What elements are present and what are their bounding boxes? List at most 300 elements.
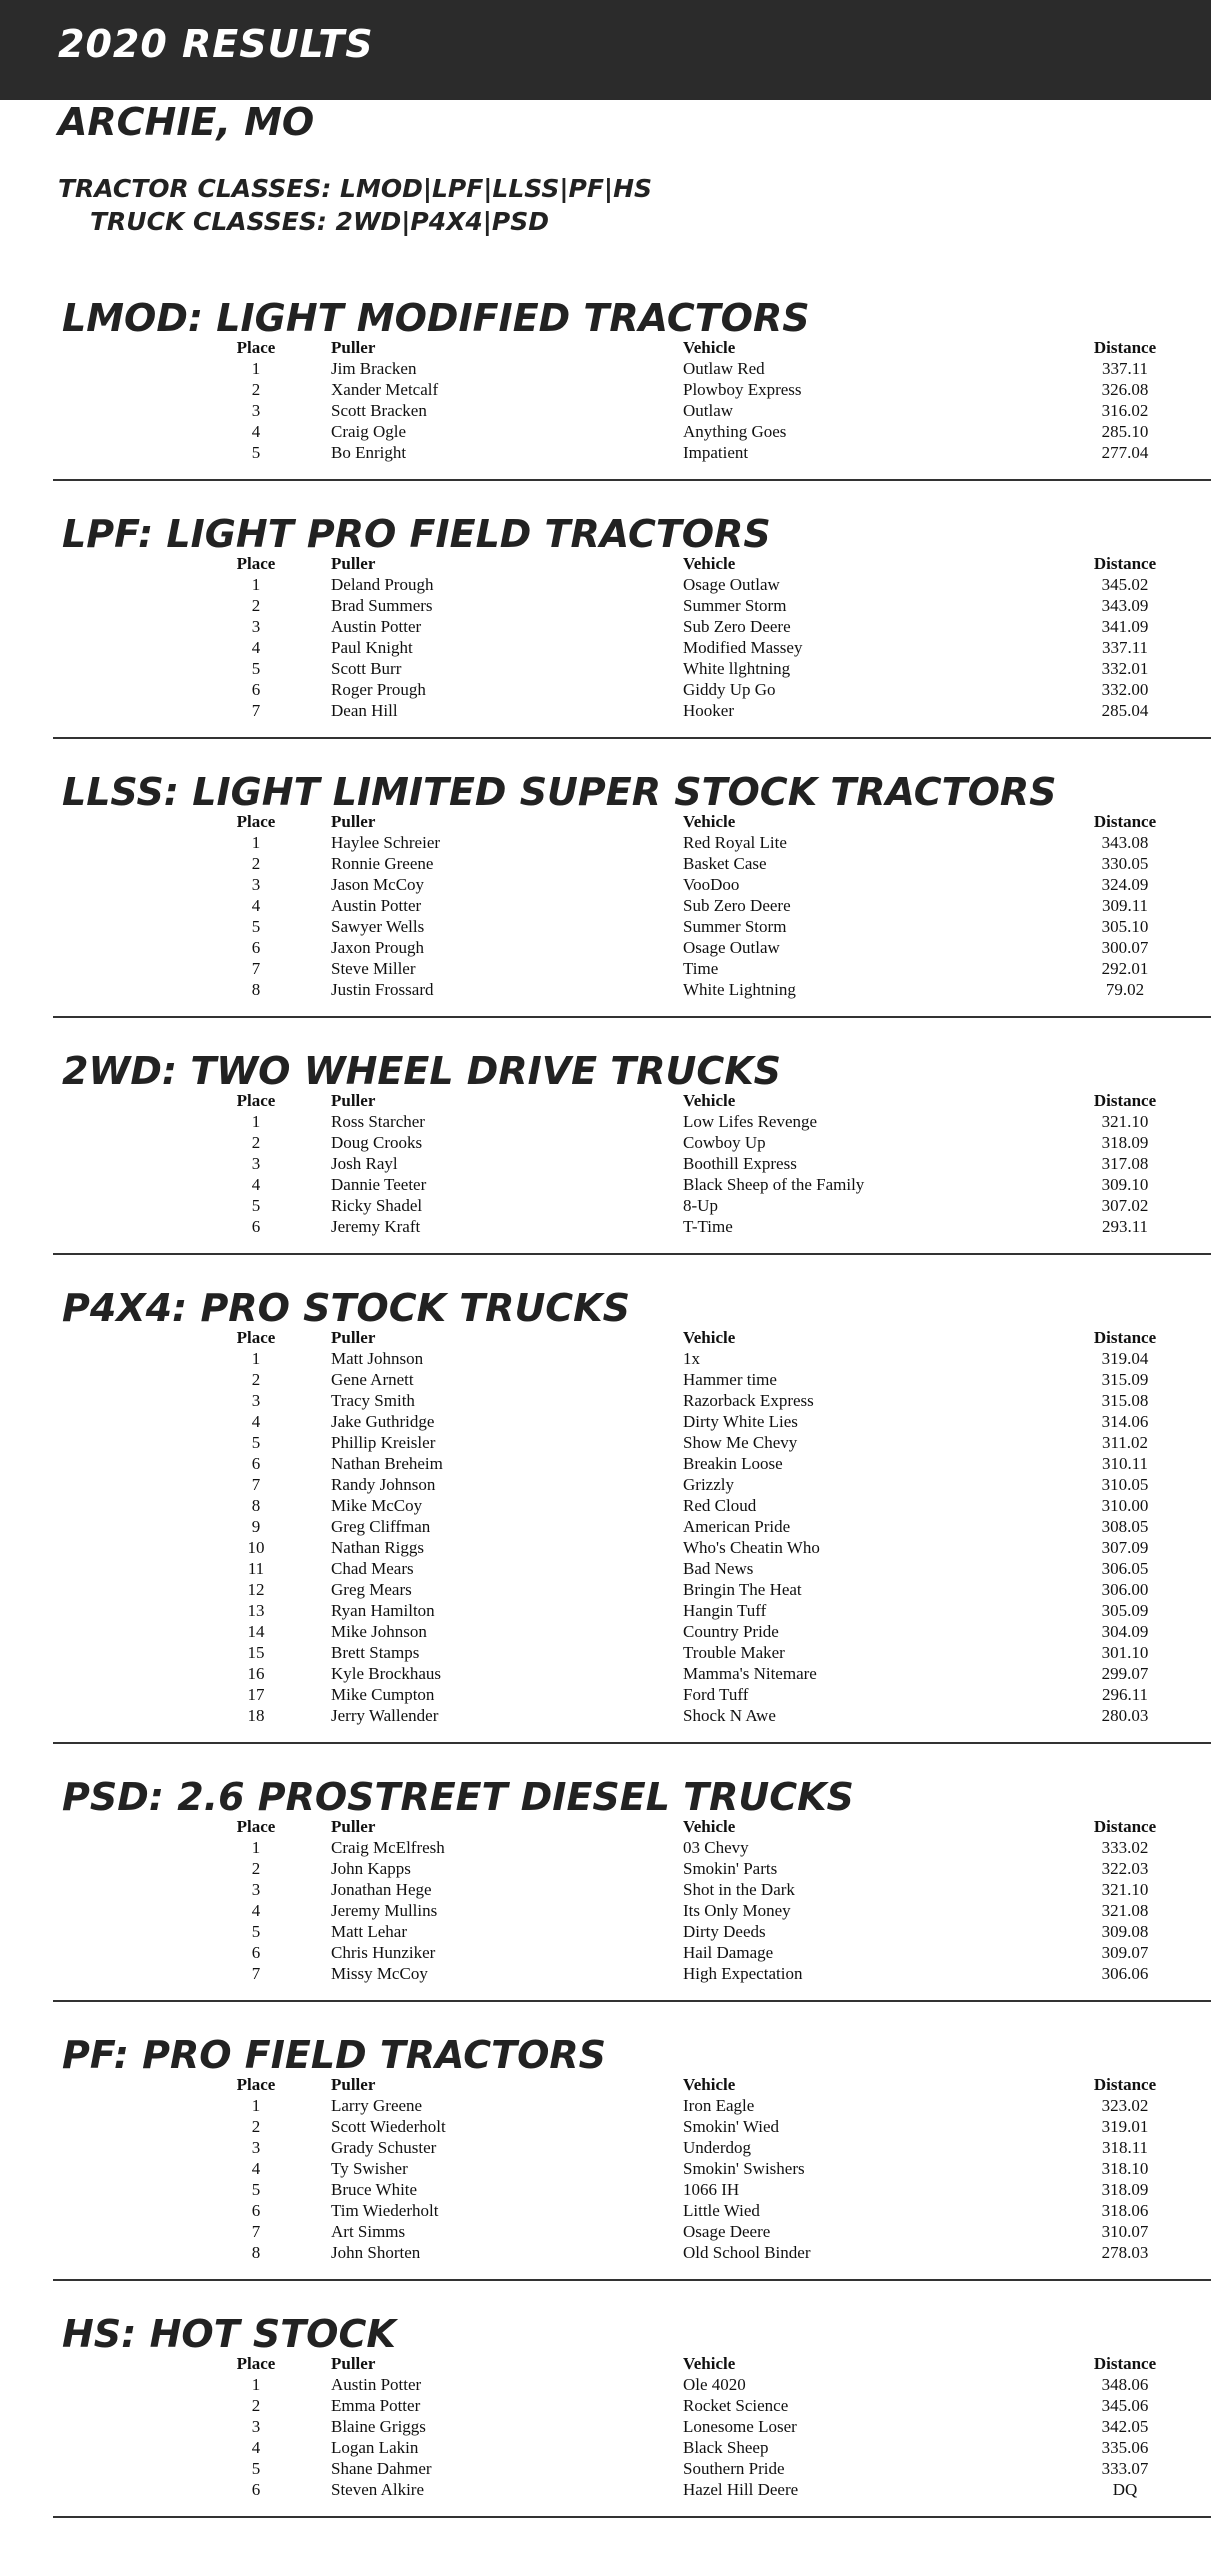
cell-puller: Dean Hill [331, 701, 398, 720]
cell-distance: 305.09 [1101, 1601, 1149, 1620]
section-title: 2WD: TWO WHEEL DRIVE TRUCKS [62, 1049, 782, 1093]
cell-puller: Craig McElfresh [331, 1838, 445, 1857]
cell-place: 1 [251, 575, 261, 594]
cell-distance: 301.10 [1101, 1643, 1149, 1662]
table-row [0, 1216, 1211, 1237]
cell-puller: Jeremy Kraft [331, 1217, 421, 1236]
cell-vehicle: Iron Eagle [683, 2096, 755, 2115]
cell-puller: Randy Johnson [331, 1475, 436, 1494]
tractor-classes-line: TRACTOR CLASSES: LMOD|LPF|LLSS|PF|HS [58, 174, 652, 203]
table-row [0, 1900, 1211, 1921]
cell-distance: 321.08 [1101, 1901, 1149, 1920]
cell-distance: 314.06 [1101, 1412, 1149, 1431]
column-header-place: Place [236, 1817, 276, 1836]
cell-place: 6 [251, 680, 261, 699]
cell-distance: 306.06 [1101, 1964, 1149, 1983]
column-header-vehicle: Vehicle [683, 2075, 736, 2094]
table-row [0, 1432, 1211, 1453]
cell-puller: Logan Lakin [331, 2438, 419, 2457]
cell-vehicle: Outlaw Red [683, 359, 765, 378]
cell-distance: 332.01 [1101, 659, 1149, 678]
cell-vehicle: VooDoo [683, 875, 740, 894]
cell-place: 8 [251, 980, 261, 999]
cell-puller: Missy McCoy [331, 1964, 428, 1983]
cell-distance: 310.07 [1101, 2222, 1149, 2241]
cell-place: 3 [251, 1391, 261, 1410]
cell-puller: Austin Potter [331, 2375, 422, 2394]
cell-place: 6 [251, 2201, 261, 2220]
cell-distance: 324.09 [1101, 875, 1149, 894]
cell-vehicle: Summer Storm [683, 596, 787, 615]
table-row [0, 1921, 1211, 1942]
cell-puller: Ryan Hamilton [331, 1601, 435, 1620]
table-row [0, 1579, 1211, 1600]
cell-puller: Shane Dahmer [331, 2459, 432, 2478]
cell-distance: 323.02 [1101, 2096, 1149, 2115]
column-header-puller: Puller [331, 554, 376, 573]
table-row [0, 595, 1211, 616]
table-header-row [0, 337, 1211, 358]
cell-place: 7 [251, 2222, 261, 2241]
cell-distance: 307.09 [1101, 1538, 1149, 1557]
column-header-vehicle: Vehicle [683, 1328, 736, 1347]
table-row [0, 2437, 1211, 2458]
results-table [0, 337, 1211, 463]
cell-puller: Greg Mears [331, 1580, 412, 1599]
cell-place: 2 [251, 380, 261, 399]
cell-vehicle: Smokin' Swishers [683, 2159, 805, 2178]
cell-distance: 299.07 [1101, 1664, 1149, 1683]
cell-puller: Grady Schuster [331, 2138, 437, 2157]
cell-puller: Mike McCoy [331, 1496, 423, 1515]
table-row [0, 574, 1211, 595]
cell-place: 2 [251, 2396, 261, 2415]
cell-place: 3 [251, 617, 261, 636]
table-row [0, 442, 1211, 463]
column-header-vehicle: Vehicle [683, 812, 736, 831]
table-row [0, 2179, 1211, 2200]
cell-vehicle: Country Pride [683, 1622, 779, 1641]
column-header-distance: Distance [1093, 2075, 1157, 2094]
table-header-row [0, 1090, 1211, 1111]
cell-vehicle: Black Sheep [683, 2438, 769, 2457]
column-header-distance: Distance [1093, 554, 1157, 573]
table-row [0, 1495, 1211, 1516]
cell-vehicle: Time [683, 959, 719, 978]
cell-place: 1 [251, 1112, 261, 1131]
cell-puller: John Kapps [331, 1859, 411, 1878]
results-table [0, 2353, 1211, 2500]
table-row [0, 1705, 1211, 1726]
table-header-row [0, 553, 1211, 574]
table-row [0, 400, 1211, 421]
cell-puller: Craig Ogle [331, 422, 407, 441]
cell-place: 18 [247, 1706, 265, 1725]
cell-puller: Jake Guthridge [331, 1412, 435, 1431]
cell-puller: Steve Miller [331, 959, 416, 978]
cell-distance: 278.03 [1101, 2243, 1149, 2262]
cell-place: 2 [251, 1133, 261, 1152]
table-header-row [0, 811, 1211, 832]
cell-distance: 319.04 [1101, 1349, 1149, 1368]
cell-distance: 277.04 [1101, 443, 1149, 462]
cell-puller: Jerry Wallender [331, 1706, 439, 1725]
column-header-puller: Puller [331, 1328, 376, 1347]
cell-vehicle: Southern Pride [683, 2459, 785, 2478]
cell-vehicle: Bad News [683, 1559, 754, 1578]
cell-vehicle: Low Lifes Revenge [683, 1112, 818, 1131]
cell-vehicle: Lonesome Loser [683, 2417, 797, 2436]
cell-puller: Ty Swisher [331, 2159, 408, 2178]
results-table [0, 811, 1211, 1000]
cell-distance: 292.01 [1101, 959, 1149, 978]
cell-place: 2 [251, 854, 261, 873]
cell-place: 4 [251, 638, 261, 657]
section-divider [53, 2516, 1211, 2518]
cell-vehicle: Hooker [683, 701, 734, 720]
cell-vehicle: Little Wied [683, 2201, 760, 2220]
results-table [0, 2074, 1211, 2263]
cell-puller: Jeremy Mullins [331, 1901, 438, 1920]
table-row [0, 853, 1211, 874]
column-header-place: Place [236, 812, 276, 831]
cell-place: 2 [251, 1859, 261, 1878]
cell-distance: 321.10 [1101, 1112, 1149, 1131]
section-divider [53, 1016, 1211, 1018]
table-header-row [0, 2353, 1211, 2374]
cell-puller: Kyle Brockhaus [331, 1664, 442, 1683]
cell-vehicle: Red Cloud [683, 1496, 757, 1515]
table-row [0, 1111, 1211, 1132]
table-row [0, 1174, 1211, 1195]
cell-vehicle: Boothill Express [683, 1154, 797, 1173]
cell-distance: 310.00 [1101, 1496, 1149, 1515]
cell-place: 3 [251, 1154, 261, 1173]
cell-puller: Matt Johnson [331, 1349, 424, 1368]
cell-vehicle: Grizzly [683, 1475, 734, 1494]
table-row [0, 1879, 1211, 1900]
cell-distance: 341.09 [1101, 617, 1149, 636]
table-row [0, 1663, 1211, 1684]
column-header-distance: Distance [1093, 1817, 1157, 1836]
cell-puller: Bo Enright [331, 443, 407, 462]
section-divider [53, 1253, 1211, 1255]
cell-vehicle: Rocket Science [683, 2396, 789, 2415]
cell-place: 11 [247, 1559, 265, 1578]
section-title: PF: PRO FIELD TRACTORS [62, 2033, 607, 2077]
cell-place: 4 [251, 2438, 261, 2457]
table-header-row [0, 1816, 1211, 1837]
column-header-vehicle: Vehicle [683, 2354, 736, 2373]
table-row [0, 1369, 1211, 1390]
cell-vehicle: Hangin Tuff [683, 1601, 767, 1620]
cell-vehicle: Modified Massey [683, 638, 803, 657]
cell-place: 7 [251, 1475, 261, 1494]
cell-place: 6 [251, 1943, 261, 1962]
table-row [0, 895, 1211, 916]
cell-distance: 318.06 [1101, 2201, 1149, 2220]
cell-vehicle: 1066 IH [683, 2180, 740, 2199]
cell-vehicle: Shot in the Dark [683, 1880, 795, 1899]
cell-distance: 296.11 [1101, 1685, 1149, 1704]
cell-puller: Austin Potter [331, 896, 422, 915]
column-header-place: Place [236, 1091, 276, 1110]
cell-place: 5 [251, 1433, 261, 1452]
cell-distance: 333.02 [1101, 1838, 1149, 1857]
table-row [0, 1537, 1211, 1558]
cell-vehicle: 1x [683, 1349, 700, 1368]
table-row [0, 2242, 1211, 2263]
cell-place: 5 [251, 917, 261, 936]
column-header-place: Place [236, 2354, 276, 2373]
cell-puller: Roger Prough [331, 680, 426, 699]
cell-place: 1 [251, 359, 261, 378]
cell-distance: 318.09 [1101, 1133, 1149, 1152]
table-row [0, 1837, 1211, 1858]
cell-place: 4 [251, 1901, 261, 1920]
cell-vehicle: Hazel Hill Deere [683, 2480, 799, 2499]
cell-distance: 337.11 [1101, 638, 1149, 657]
cell-place: 1 [251, 2375, 261, 2394]
cell-place: 3 [251, 401, 261, 420]
table-row [0, 2221, 1211, 2242]
cell-distance: 307.02 [1101, 1196, 1149, 1215]
table-row [0, 1858, 1211, 1879]
table-row [0, 958, 1211, 979]
table-row [0, 1153, 1211, 1174]
cell-vehicle: White Lightning [683, 980, 796, 999]
cell-distance: 322.03 [1101, 1859, 1149, 1878]
cell-puller: Blaine Griggs [331, 2417, 426, 2436]
results-table [0, 553, 1211, 721]
cell-vehicle: Show Me Chevy [683, 1433, 798, 1452]
cell-distance: 306.05 [1101, 1559, 1149, 1578]
cell-place: 2 [251, 596, 261, 615]
cell-distance: 306.00 [1101, 1580, 1149, 1599]
cell-puller: Brad Summers [331, 596, 433, 615]
cell-vehicle: Trouble Maker [683, 1643, 785, 1662]
column-header-puller: Puller [331, 1091, 376, 1110]
column-header-vehicle: Vehicle [683, 554, 736, 573]
cell-distance: 310.11 [1101, 1454, 1149, 1473]
cell-puller: Scott Bracken [331, 401, 427, 420]
table-row [0, 1411, 1211, 1432]
cell-place: 7 [251, 701, 261, 720]
cell-place: 5 [251, 2180, 261, 2199]
table-row [0, 1621, 1211, 1642]
cell-vehicle: Bringin The Heat [683, 1580, 802, 1599]
cell-place: 4 [251, 2159, 261, 2178]
cell-puller: Nathan Breheim [331, 1454, 443, 1473]
cell-puller: Tracy Smith [331, 1391, 415, 1410]
table-row [0, 2479, 1211, 2500]
cell-distance: 315.08 [1101, 1391, 1149, 1410]
cell-puller: Doug Crooks [331, 1133, 423, 1152]
cell-vehicle: Hammer time [683, 1370, 777, 1389]
results-table [0, 1816, 1211, 1984]
cell-distance: 321.10 [1101, 1880, 1149, 1899]
table-header-row [0, 1327, 1211, 1348]
cell-puller: Greg Cliffman [331, 1517, 431, 1536]
cell-puller: Dannie Teeter [331, 1175, 427, 1194]
cell-distance: 315.09 [1101, 1370, 1149, 1389]
cell-place: 1 [251, 833, 261, 852]
cell-vehicle: 8-Up [683, 1196, 718, 1215]
cell-vehicle: Mamma's Nitemare [683, 1664, 817, 1683]
table-row [0, 421, 1211, 442]
cell-puller: Scott Burr [331, 659, 402, 678]
column-header-puller: Puller [331, 2354, 376, 2373]
cell-distance: 285.04 [1101, 701, 1149, 720]
results-table [0, 1090, 1211, 1237]
cell-place: 5 [251, 1922, 261, 1941]
cell-place: 12 [247, 1580, 265, 1599]
table-row [0, 379, 1211, 400]
column-header-distance: Distance [1093, 1091, 1157, 1110]
table-row [0, 1474, 1211, 1495]
cell-place: 2 [251, 1370, 261, 1389]
cell-puller: Gene Arnett [331, 1370, 414, 1389]
cell-puller: Josh Rayl [331, 1154, 398, 1173]
table-row [0, 937, 1211, 958]
cell-puller: Paul Knight [331, 638, 413, 657]
cell-distance: 348.06 [1101, 2375, 1149, 2394]
section-divider [53, 479, 1211, 481]
cell-vehicle: T-Time [683, 1217, 733, 1236]
cell-distance: 333.07 [1101, 2459, 1149, 2478]
cell-place: 4 [251, 1412, 261, 1431]
table-row [0, 1600, 1211, 1621]
cell-puller: Bruce White [331, 2180, 418, 2199]
table-row [0, 700, 1211, 721]
cell-place: 15 [247, 1643, 265, 1662]
cell-puller: Ronnie Greene [331, 854, 434, 873]
table-row [0, 2395, 1211, 2416]
cell-vehicle: Osage Outlaw [683, 575, 780, 594]
table-row [0, 616, 1211, 637]
section-divider [53, 737, 1211, 739]
cell-place: 9 [251, 1517, 261, 1536]
cell-distance: 345.02 [1101, 575, 1149, 594]
column-header-vehicle: Vehicle [683, 1091, 736, 1110]
cell-vehicle: Shock N Awe [683, 1706, 776, 1725]
table-row [0, 358, 1211, 379]
cell-puller: Matt Lehar [331, 1922, 407, 1941]
cell-place: 6 [251, 2480, 261, 2499]
cell-vehicle: 03 Chevy [683, 1838, 749, 1857]
cell-distance: 309.07 [1101, 1943, 1149, 1962]
cell-vehicle: Smokin' Wied [683, 2117, 780, 2136]
table-row [0, 1642, 1211, 1663]
cell-vehicle: Summer Storm [683, 917, 787, 936]
cell-place: 14 [247, 1622, 265, 1641]
cell-vehicle: Hail Damage [683, 1943, 774, 1962]
cell-distance: 335.06 [1101, 2438, 1149, 2457]
cell-place: 17 [247, 1685, 265, 1704]
cell-puller: Tim Wiederholt [331, 2201, 439, 2220]
cell-vehicle: White llghtning [683, 659, 791, 678]
table-row [0, 637, 1211, 658]
cell-place: 5 [251, 659, 261, 678]
cell-place: 6 [251, 938, 261, 957]
cell-distance: 343.09 [1101, 596, 1149, 615]
cell-puller: Scott Wiederholt [331, 2117, 446, 2136]
section-title: HS: HOT STOCK [62, 2312, 396, 2356]
cell-vehicle: Black Sheep of the Family [683, 1175, 865, 1194]
table-row [0, 874, 1211, 895]
cell-place: 5 [251, 1196, 261, 1215]
cell-distance: 330.05 [1101, 854, 1149, 873]
cell-vehicle: Impatient [683, 443, 749, 462]
cell-distance: 300.07 [1101, 938, 1149, 957]
cell-place: 1 [251, 1838, 261, 1857]
cell-puller: Steven Alkire [331, 2480, 425, 2499]
cell-vehicle: Breakin Loose [683, 1454, 783, 1473]
cell-puller: Ross Starcher [331, 1112, 425, 1131]
table-row [0, 1348, 1211, 1369]
cell-vehicle: Red Royal Lite [683, 833, 787, 852]
cell-distance: 309.11 [1101, 896, 1149, 915]
column-header-puller: Puller [331, 1817, 376, 1836]
cell-place: 6 [251, 1454, 261, 1473]
cell-distance: 332.00 [1101, 680, 1149, 699]
event-location: ARCHIE, MO [58, 100, 315, 144]
cell-distance: 311.02 [1101, 1433, 1149, 1452]
cell-distance: 304.09 [1101, 1622, 1149, 1641]
cell-vehicle: Who's Cheatin Who [683, 1538, 820, 1557]
cell-distance: 318.10 [1101, 2159, 1149, 2178]
table-row [0, 1963, 1211, 1984]
cell-vehicle: Sub Zero Deere [683, 617, 791, 636]
table-row [0, 1684, 1211, 1705]
cell-distance: 319.01 [1101, 2117, 1149, 2136]
cell-puller: John Shorten [331, 2243, 421, 2262]
section-title: LLSS: LIGHT LIMITED SUPER STOCK TRACTORS [62, 770, 1057, 814]
header-banner [0, 0, 1211, 100]
table-row [0, 2095, 1211, 2116]
cell-puller: Jaxon Prough [331, 938, 425, 957]
cell-puller: Larry Greene [331, 2096, 423, 2115]
column-header-place: Place [236, 1328, 276, 1347]
column-header-vehicle: Vehicle [683, 1817, 736, 1836]
cell-vehicle: Ole 4020 [683, 2375, 746, 2394]
table-row [0, 2416, 1211, 2437]
cell-vehicle: Plowboy Express [683, 380, 802, 399]
table-header-row [0, 2074, 1211, 2095]
cell-distance: 337.11 [1101, 359, 1149, 378]
section-title: LMOD: LIGHT MODIFIED TRACTORS [62, 296, 810, 340]
cell-vehicle: Anything Goes [683, 422, 787, 441]
cell-place: 6 [251, 1217, 261, 1236]
cell-place: 16 [247, 1664, 265, 1683]
table-row [0, 1558, 1211, 1579]
cell-distance: 317.08 [1101, 1154, 1149, 1173]
truck-classes-line: TRUCK CLASSES: 2WD|P4X4|PSD [90, 207, 550, 236]
cell-place: 13 [247, 1601, 265, 1620]
cell-distance: 293.11 [1101, 1217, 1149, 1236]
cell-distance: 326.08 [1101, 380, 1149, 399]
cell-vehicle: Razorback Express [683, 1391, 814, 1410]
cell-vehicle: Outlaw [683, 401, 734, 420]
table-row [0, 832, 1211, 853]
cell-place: 3 [251, 2417, 261, 2436]
cell-vehicle: Ford Tuff [683, 1685, 749, 1704]
table-row [0, 2200, 1211, 2221]
cell-place: 5 [251, 443, 261, 462]
cell-distance: 342.05 [1101, 2417, 1149, 2436]
section-title: P4X4: PRO STOCK TRUCKS [62, 1286, 630, 1330]
cell-vehicle: Dirty White Lies [683, 1412, 798, 1431]
